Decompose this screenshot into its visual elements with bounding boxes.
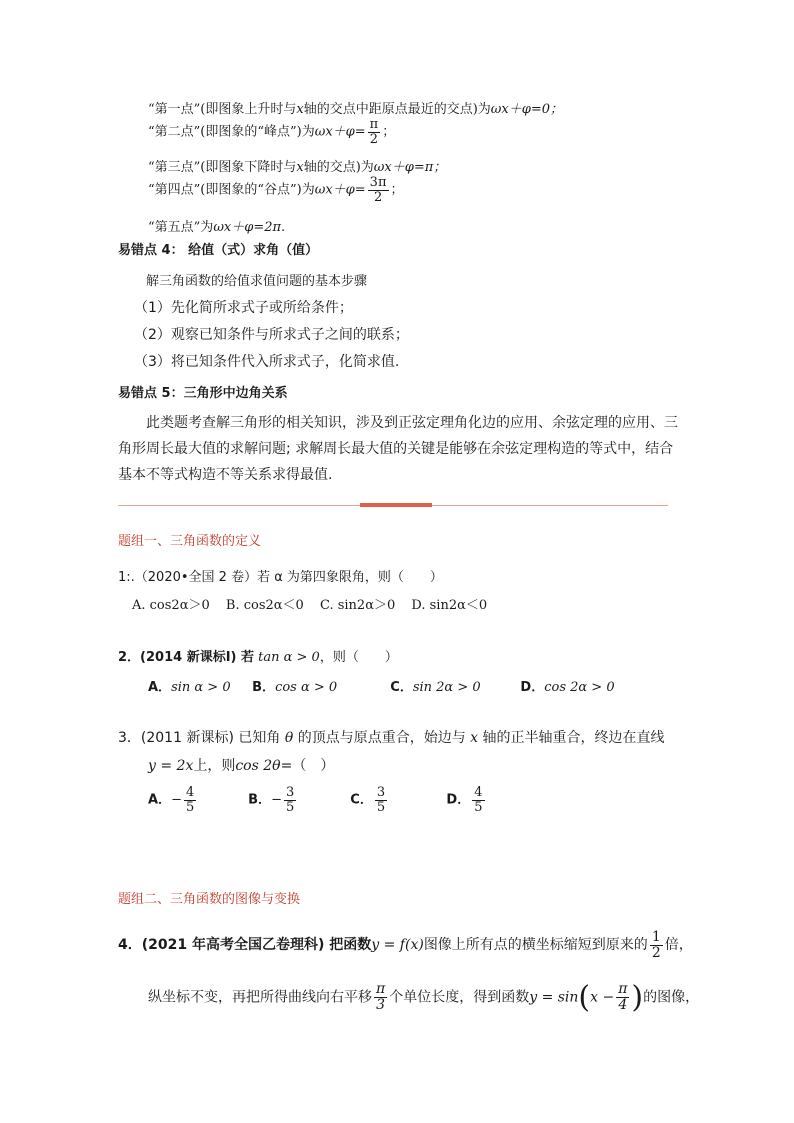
q4-line2: 纵坐标不变，再把所得曲线向右平移 $\frac{\pi}{3}$ 个单位长度，得到函数y = sin(x − $\frac{\pi}{4}$ )的图像， [148, 980, 700, 1015]
q2-options [148, 676, 615, 695]
fraction: $\frac{3\pi}{2}$ [369, 175, 387, 205]
group2-title: 题组二、三角函数的图像与变换 [118, 892, 301, 907]
right-paren: ) [631, 980, 644, 1015]
q1-stem: 1:.（2020•全国 2 卷）若 α 为第四象限角，则（ ） [118, 570, 443, 585]
q1-option-c: C. sin2α＞0 [319, 598, 396, 613]
group1-title: 题组一、三角函数的定义 [118, 534, 262, 549]
q2-option-a: A．sin α > 0 [148, 680, 231, 695]
point-4: “第四点”(即图象的“谷点”)为ωx＋φ= $\frac{3\pi}{2}$ ； [148, 175, 404, 205]
q1-option-a: A. cos2α＞0 [132, 598, 210, 613]
q2-option-b: B．cos α > 0 [252, 680, 338, 695]
error4-step-2: （2）观察已知条件与所求式子之间的联系； [134, 327, 409, 343]
divider-accent [360, 503, 432, 507]
error5-title: 易错点 5：三角形中边角关系 [118, 386, 288, 401]
q3-option-a: A．− $\frac{4}{5}$ [148, 785, 195, 815]
point-5: “第五点”为ωx＋φ=2π. [148, 220, 286, 235]
fraction: $\frac{\pi}{2}$ [369, 117, 379, 147]
q2-option-c: C．sin 2α > 0 [390, 680, 481, 695]
q4-line1: 4．(2021 年高考全国乙卷理科) 把函数y = f(x)图像上所有点的横坐标缩短到原来的 $\frac{1}{2}$ 倍， [118, 929, 693, 961]
q3-options [148, 786, 487, 814]
fraction: $\frac{\pi}{4}$ [618, 981, 628, 1013]
fraction: $\frac{\pi}{3}$ [376, 981, 386, 1013]
q1-option-d: D. sin2α＜0 [411, 598, 488, 613]
point-1-label: “第一点” [148, 102, 201, 117]
error4-title: 易错点 4： 给值（式）求角（值） [118, 243, 319, 258]
error4-subtitle: 解三角函数的给值求值问题的基本步骤 [146, 274, 368, 289]
q3-stem-line2: y = 2x上，则cos 2θ=（ ） [148, 758, 335, 774]
q1-option-b: B. cos2α＜0 [225, 598, 304, 613]
point-2: “第二点”(即图象的“峰点”)为ωx＋φ= $\frac{\pi}{2}$ ； [148, 117, 396, 147]
q2-stem: 2．(2014 新课标Ⅰ) 若 tan α > 0，则（ ） [118, 650, 398, 665]
fraction: $\frac{1}{2}$ [651, 929, 661, 961]
error4-step-3: （3）将已知条件代入所求式子，化简求值. [134, 354, 400, 370]
q1-options [132, 594, 487, 613]
point-3: “第三点”(即图象下降时与x轴的交点)为ωx＋φ=π； [148, 160, 447, 175]
point-1: “第一点”(即图象上升时与x轴的交点中距原点最近的交点)为ωx＋φ=0； [148, 102, 563, 117]
q3-option-b: B．− $\frac{3}{5}$ [248, 785, 295, 815]
q2-option-d: D．cos 2α > 0 [520, 680, 615, 695]
q3-option-d: D． $\frac{4}{5}$ [446, 785, 483, 815]
left-paren: ( [578, 980, 591, 1015]
q3-option-c: C． $\frac{3}{5}$ [350, 785, 386, 815]
error4-step-1: （1）先化简所求式子或所给条件； [134, 300, 353, 316]
error5-paragraph: 此类题考查解三角形的相关知识，涉及到正弦定理角化边的应用、余弦定理的应用、三角形周长最大值的求解问题; 求解周长最大值的关键是能够在余弦定理构造的等式中，结合基本不等式构造不等关系求得最值. [118, 415, 678, 483]
q3-stem-line1: 3．(2011 新课标) 已知角 θ 的顶点与原点重合，始边与 x 轴的正半轴重合，终边在直线 [118, 730, 665, 746]
